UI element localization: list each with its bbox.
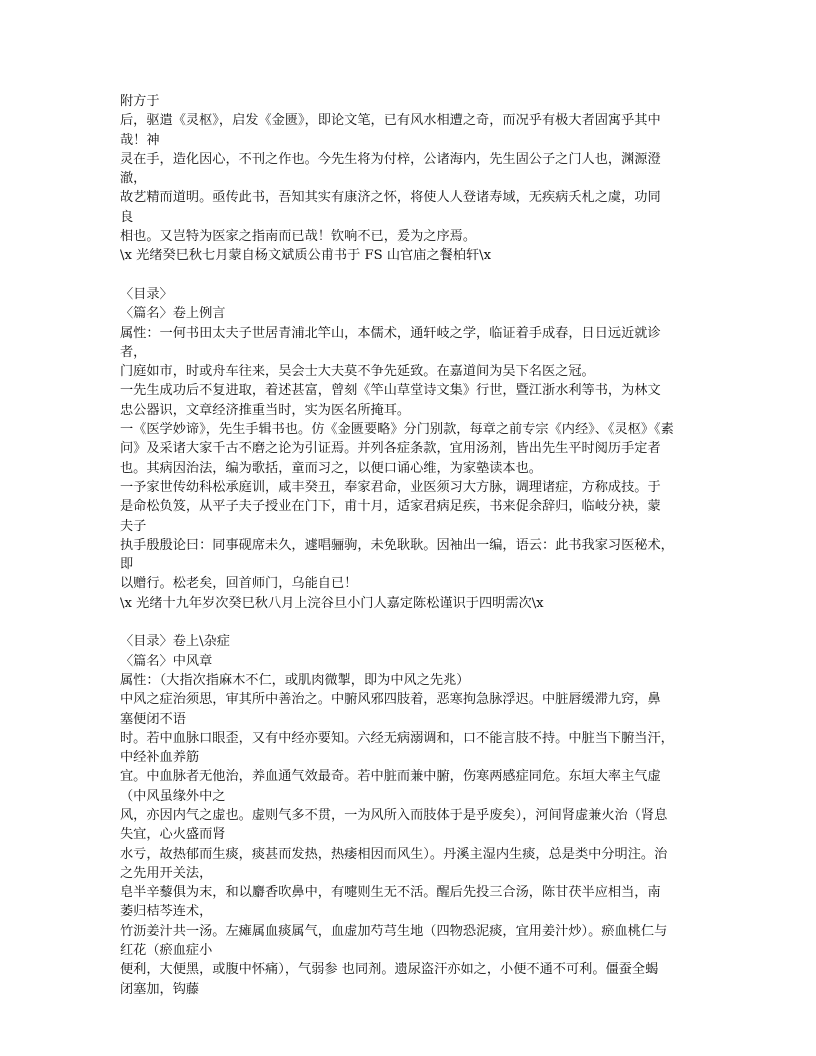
text-line: 中风之症治须思，审其所中善治之。中腑风邪四肢着，恶寒拘急脉浮迟。中脏唇缓滞九窍，鼻 <box>120 692 661 708</box>
text-line: 问》及采诸大家千古不磨之论为引证焉。并列各症条款，宜用汤剂，皆出先生平时阅历手定者 <box>120 441 661 457</box>
text-line: 哉！神 <box>120 132 160 148</box>
text-line: 便利，大便黑，或腹中怀痛），气弱参 也同剂。遗尿盗汗亦如之，小便不通不可利。僵蚕全蝎 <box>120 962 659 978</box>
text-line: 后，驱遣《灵枢》，启发《金匮》，即论文笔，已有风水相遭之奇，而况乎有极大者固寓乎其中 <box>120 113 661 129</box>
text-line: 一先生成功后不复进取，着述甚富，曾刻《竿山草堂诗文集》行世，暨江浙水利等书，为林文 <box>120 383 661 399</box>
text-line: 之先用开关法， <box>120 865 213 881</box>
text-line: 属性：一何书田太夫子世居青浦北竿山，本儒术，通轩岐之学，临证着手成春，日日远近就诊 <box>120 325 661 341</box>
text-line: 附方于 <box>120 94 160 109</box>
text-line: 一予家世传幼科松承庭训，咸丰癸丑，奉家君命，业医须习大方脉，调理诸症，方称成技。于 <box>120 479 661 495</box>
text-line: 澈， <box>120 171 147 187</box>
blank-line <box>120 613 702 632</box>
text-line: 故艺精而道明。亟传此书，吾知其实有康济之怀，将使人人登诸寿域，无疾病夭札之虞，功同 <box>120 190 661 206</box>
text-line: 水亏，故热郁而生痰，痰甚而发热，热痿相因而风生）。丹溪主湿内生痰，总是类中分明注。治 <box>120 846 668 862</box>
text-line: 良 <box>120 209 134 225</box>
toc-marker: 〈目录〉卷上\杂症 <box>120 634 230 650</box>
text-line: 失宜，心火盛而肾 <box>120 827 226 843</box>
chapter-title: 〈篇名〉卷上例言 <box>120 306 226 322</box>
text-line: 宜。中血脉者无他治，养血通气效最奇。若中脏而兼中腑，伤寒两感症同危。东垣大率主气虚 <box>120 769 661 785</box>
text-line: （中风虽缘外中之 <box>120 788 226 804</box>
text-line: 夫子 <box>120 518 147 534</box>
text-line: 以赠行。松老矣，回首师门，乌能自已！ <box>120 576 358 592</box>
text-line: 闭塞加，钩藤 <box>120 981 200 997</box>
text-line: 竹沥姜汁共一汤。左瘫属血痰属气，血虚加芍芎生地（四物恐泥痰，宜用姜汁炒）。瘀血桃仁与 <box>120 923 668 939</box>
text-line: 属性：（大指次指麻木不仁，或肌肉微掣，即为中风之先兆） <box>120 672 470 688</box>
text-line: 灵在手，造化因心，不刊之作也。今先生将为付梓，公诸海内，先生固公子之门人也，渊源澄 <box>120 151 661 167</box>
text-line: 门庭如市，时或舟车往来，吴会士大夫莫不争先延致。在嘉道间为吴下名医之冠。 <box>120 364 595 380</box>
text-line: 相也。又岂特为医家之指南而已哉！钦响不已，爰为之序焉。 <box>120 229 477 245</box>
chapter-title: 〈篇名〉中风章 <box>120 653 213 669</box>
text-line: 也。其病因治法，编为歌括，童而习之，以便口诵心维，为家塾读本也。 <box>120 460 542 476</box>
document-page <box>120 92 702 999</box>
text-line: 忠公器识，文章经济推重当时，实为医名所掩耳。 <box>120 402 411 418</box>
text-line: 即 <box>120 557 134 573</box>
text-line: 风，亦因内气之虚也。虚则气多不贯，一为风所入而肢体于是乎废矣），河间肾虚兼火治（肾息 <box>120 807 668 823</box>
text-line: 中经补血养筋 <box>120 750 200 766</box>
text-line: 红花（瘀血症小 <box>120 943 213 959</box>
text-line: 是命松负笈，从平子夫子授业在门下，甫十月，适家君病足疾，书来促余辞归，临岐分袂，蒙 <box>120 499 661 515</box>
text-line: 塞便闭不语 <box>120 711 186 727</box>
text-line: 萎归桔芩连术， <box>120 904 213 920</box>
blank-line <box>120 266 702 285</box>
foreword-signature: \x 光绪十九年岁次癸巳秋八月上浣谷旦小门人嘉定陈松谨识于四明需次\x <box>120 595 544 611</box>
text-line: 时。若中血脉口眼歪，又有中经亦要知。六经无病溺调和，口不能言肢不持。中脏当下腑当汗， <box>120 730 674 746</box>
toc-marker: 〈目录〉 <box>120 286 173 302</box>
text-line: 皂半辛藜俱为末，和以麝香吹鼻中，有嚏则生无不活。醒后先投三合汤，陈甘茯半应相当，南 <box>120 885 661 901</box>
text-line: 者， <box>120 344 147 360</box>
text-line: 一《医学妙谛》，先生手辑书也。仿《金匮要略》分门别款，每章之前专宗《内经》、《灵枢》《素 <box>120 422 674 438</box>
text-line: 执手殷殷论曰：同事砚席未久，遽唱骊驹，未免耿耿。因袖出一编，语云：此书我家习医秘术， <box>120 537 674 553</box>
preface-signature: \x 光绪癸巳秋七月蒙自杨文斌质公甫书于 FS 山官庙之餐柏轩\x <box>120 248 492 264</box>
